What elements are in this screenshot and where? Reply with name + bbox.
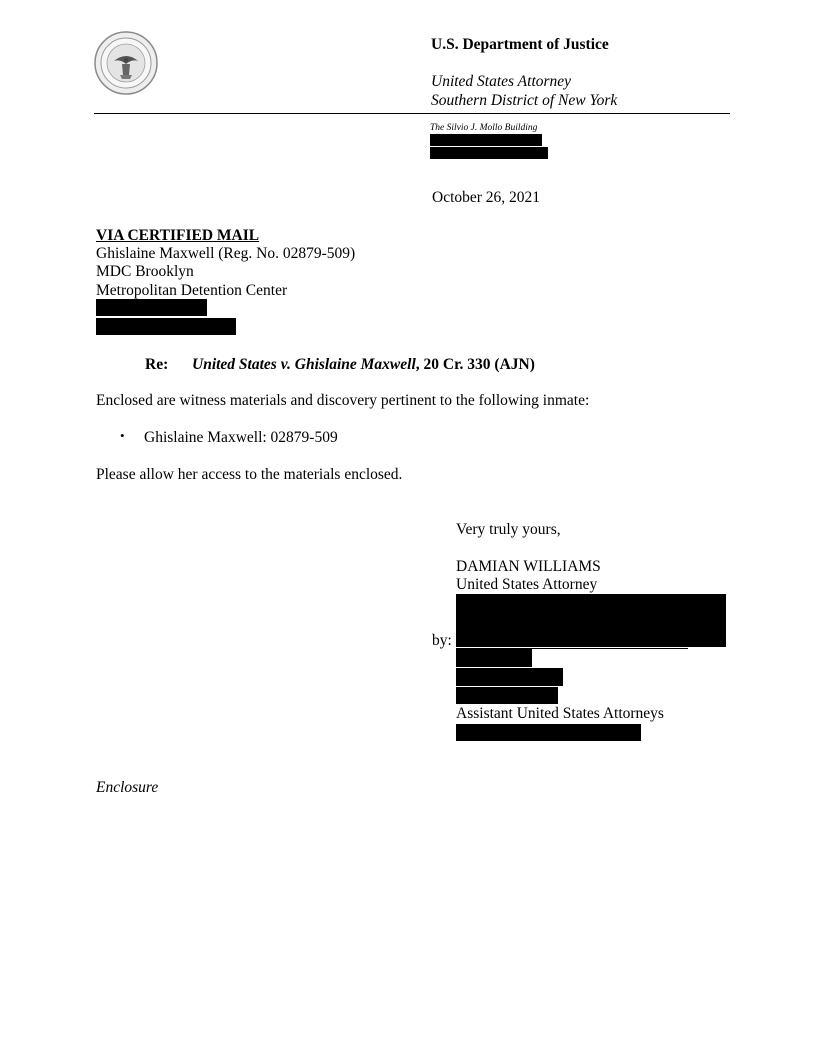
redaction-block	[96, 299, 207, 316]
signer-name: DAMIAN WILLIAMS	[456, 558, 601, 575]
office-line-1: United States Attorney	[431, 73, 572, 90]
doj-seal-icon	[94, 31, 158, 95]
signature-redaction	[456, 594, 726, 647]
body-paragraph-1: Enclosed are witness materials and discovery pertinent to the following inmate:	[96, 392, 590, 409]
case-number: , 20 Cr. 330 (AJN)	[415, 356, 535, 373]
case-name: United States v. Ghislaine Maxwell	[192, 356, 416, 373]
re-subject	[192, 356, 535, 374]
office-line-2: Southern District of New York	[431, 92, 618, 109]
redaction-block	[456, 668, 563, 686]
letterhead-divider	[94, 113, 730, 114]
closing: Very truly yours,	[456, 521, 561, 538]
redaction-block	[456, 649, 532, 667]
redaction-block	[96, 318, 236, 335]
recipient-line-1: Ghislaine Maxwell (Reg. No. 02879-509)	[96, 245, 356, 262]
redaction-block	[456, 724, 641, 741]
enclosure-label: Enclosure	[96, 779, 159, 796]
re-label: Re:	[145, 356, 169, 373]
bullet-icon: •	[120, 428, 125, 443]
signer-title: United States Attorney	[456, 576, 598, 593]
recipient-line-2: MDC Brooklyn	[96, 263, 194, 280]
list-item: Ghislaine Maxwell: 02879-509	[144, 429, 338, 446]
body-paragraph-2: Please allow her access to the materials enclosed.	[96, 466, 403, 483]
redaction-block	[456, 687, 558, 704]
recipient-line-3: Metropolitan Detention Center	[96, 282, 288, 299]
building-name: The Silvio J. Mollo Building	[430, 123, 538, 133]
by-label: by:	[432, 632, 452, 649]
ausa-title: Assistant United States Attorneys	[456, 705, 664, 722]
redaction-block	[430, 134, 542, 146]
department-name: U.S. Department of Justice	[431, 36, 609, 53]
redaction-block	[430, 147, 548, 159]
delivery-method: VIA CERTIFIED MAIL	[96, 227, 260, 244]
letter-date: October 26, 2021	[432, 189, 541, 206]
